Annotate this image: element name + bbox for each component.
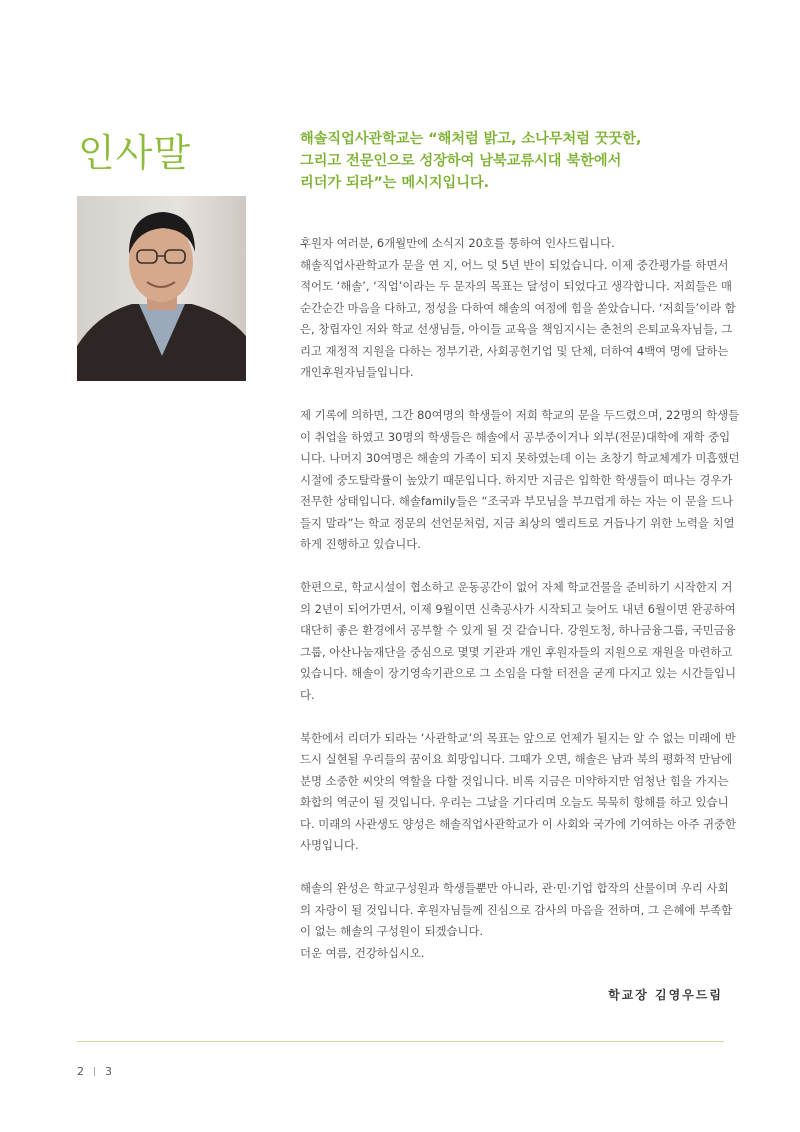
- page-number-right: 3: [105, 1065, 112, 1078]
- body-line: 리고 재정적 지원을 다하는 정부기관, 사회공헌기업 및 단체, 더하여 4백여 명에 달하는: [300, 343, 729, 358]
- signature: 학교장 김영우드림: [608, 988, 723, 1002]
- paragraph-4: [300, 728, 736, 857]
- principal-portrait-photo: [77, 196, 246, 381]
- paragraph-1: [300, 233, 736, 384]
- body-line: 시절에 중도탈락률이 높았기 때문입니다. 하지만 지금은 입학한 학생들이 떠나는 경우가: [300, 472, 733, 487]
- body-line: 대단히 좋은 환경에서 공부할 수 있게 될 것 같습니다. 강원도청, 하나금융그룹, 국민금융: [300, 623, 736, 637]
- body-line: 하게 진행하고 있습니다.: [300, 537, 421, 551]
- body-line: 한편으로, 학교시설이 협소하고 운동공간이 없어 자체 학교건물을 준비하기 시작한지 거: [300, 580, 733, 594]
- body-line: 개인후원자님들입니다.: [300, 365, 414, 379]
- body-line: 의 2년이 되어가면서, 이제 9월이면 신축공사가 시작되고 늦어도 내년 6월이면 완공하여: [300, 601, 736, 616]
- body-line: 은, 창립자인 저와 학교 선생님들, 아이들 교육을 책임지시는 춘천의 은퇴교육자님들, 그: [300, 322, 733, 336]
- body-line: 사명입니다.: [300, 838, 359, 852]
- body-line: 후원자 여러분, 6개월만에 소식지 20호를 통하여 인사드립니다.: [300, 236, 615, 250]
- body-line: 니다. 나머지 30여명은 해솔의 가족이 되지 못하였는데 이는 초창기 학교체계가 미흡했던: [300, 451, 740, 465]
- body-line: 들지 말라”는 학교 정문의 선언문처럼, 지금 최상의 엘리트로 거듭나기 위한 노력을 치열: [300, 515, 735, 530]
- body-line: 전무한 상태입니다. 해솔family들은 “조국과 부모님을 부끄럽게 하는 자는 이 문을 드나: [300, 494, 733, 508]
- body-line: 그룹, 아산나눔재단을 중심으로 몇몇 기관과 개인 후원자들의 지원으로 재원을 마련하고: [300, 644, 733, 659]
- paragraph-5: [300, 878, 733, 964]
- page-title: 인사말: [78, 131, 192, 175]
- body-line: 이 취업을 하였고 30명의 학생들은 해솔에서 공부중이거나 외부(전문)대학에 재학 중입: [300, 429, 731, 444]
- lead-line: 그리고 전문인으로 성장하여 남북교류시대 북한에서: [300, 153, 622, 169]
- body-line: 북한에서 리더가 되라는 ‘사관학교’의 목표는 앞으로 언제가 될지는 알 수 없는 미래에 반: [300, 730, 736, 745]
- lead-line: 리더가 되라”는 메시지입니다.: [300, 175, 490, 191]
- greeting-body: [300, 233, 740, 964]
- page-numbers: [77, 1065, 112, 1078]
- lead-line: 해솔직업사관학교는 “해처럼 밝고, 소나무처럼 꿋꿋한,: [300, 131, 642, 147]
- body-line: 해솔직업사관학교가 문을 연 지, 어느 덧 5년 반이 되었습니다. 이제 중간평가를 하면서: [300, 257, 729, 272]
- body-line: 다. 미래의 사관생도 양성은 해솔직업사관학교가 이 사회와 국가에 기여하는 아주 귀중한: [300, 816, 736, 831]
- body-line: 분명 소중한 씨앗의 역할을 다할 것입니다. 비록 지금은 미약하지만 엄청난 힘을 가지는: [300, 773, 729, 788]
- lead-message: [300, 128, 730, 194]
- body-line: 제 기록에 의하면, 그간 80여명의 학생들이 저희 학교의 문을 두드렸으며, 22명의 학생들: [300, 408, 740, 422]
- body-line: 더운 여름, 건강하십시오.: [300, 945, 425, 960]
- body-line: 해솔의 완성은 학교구성원과 학생들뿐만 아니라, 관·민·기업 합작의 산물이며 우리 사회: [300, 881, 729, 895]
- footer-divider: [77, 1041, 724, 1042]
- page-number-left: 2: [77, 1065, 84, 1078]
- page-number-separator: [94, 1067, 95, 1076]
- body-line: 화합의 역군이 될 것입니다. 우리는 그날을 기다리며 오늘도 묵묵히 항해를 하고 있습니: [300, 795, 729, 809]
- body-line: 다.: [300, 687, 315, 702]
- body-line: 적어도 ‘해솔’, ‘직업’이라는 두 문자의 목표는 달성이 되었다고 생각합니다. 저희들은 매: [300, 279, 733, 293]
- body-line: 의 자랑이 될 것입니다. 후원자님들께 진심으로 감사의 마음을 전하며, 그 은혜에 부족함: [300, 902, 733, 917]
- body-line: 있습니다. 해솔이 장기영속기관으로 그 소임을 다할 터전을 굳게 다지고 있는 시간들입니: [300, 666, 736, 680]
- body-line: 드시 실현될 우리들의 꿈이요 희망입니다. 그때가 오면, 해솔은 남과 북의 평화적 만남에: [300, 752, 733, 766]
- paragraph-2: [300, 405, 740, 556]
- paragraph-3: [300, 577, 736, 706]
- body-line: 이 없는 해솔의 구성원이 되겠습니다.: [300, 924, 484, 938]
- body-line: 순간순간 마음을 다하고, 정성을 다하여 해솔의 여정에 힘을 쏟았습니다. ‘저희들’이라 함: [300, 300, 736, 315]
